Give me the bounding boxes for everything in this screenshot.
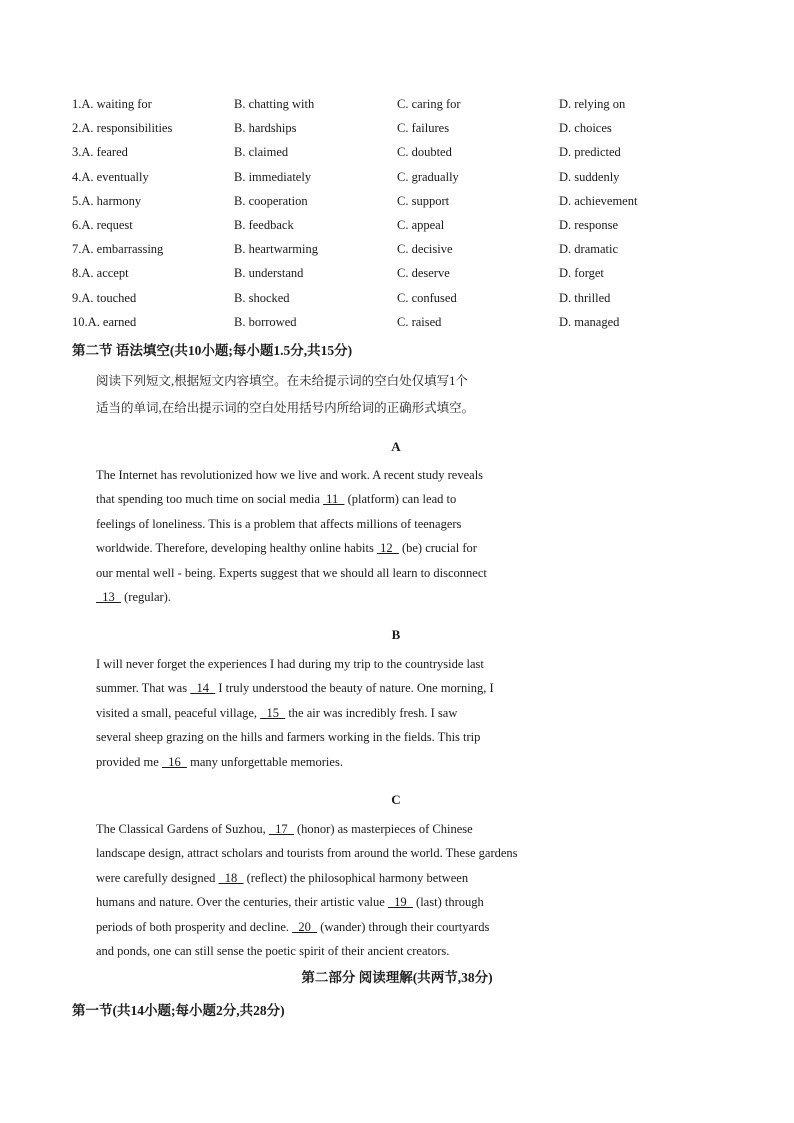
option-d: D. managed: [559, 314, 620, 329]
text-run: (regular).: [121, 590, 171, 605]
passage-line: [96, 536, 576, 560]
options-row: [72, 216, 732, 240]
text-run: (be) crucial for: [398, 541, 477, 556]
blank-14: 14: [190, 681, 216, 696]
text-run: I truly understood the beauty of nature. One morning, I: [215, 681, 494, 696]
passage-a-heading: A: [391, 439, 401, 454]
part-title: 第二部分 阅读理解(共两节,38分): [301, 970, 493, 985]
blank-19: 19: [387, 895, 413, 910]
passage-line: [96, 701, 576, 725]
text-run: summer. That was: [96, 681, 191, 696]
passage-b: [96, 652, 576, 774]
passage-b-heading: B: [391, 627, 401, 642]
option-b: B. understand: [234, 266, 304, 281]
option-a: 2.A. responsibilities: [72, 121, 173, 136]
text-run: (last) through: [412, 895, 484, 910]
text-run: worldwide. Therefore, developing healthy online habits: [96, 541, 377, 556]
passage-line: I will never forget the experiences I had during my trip to the countryside last: [96, 657, 484, 671]
options-table: [72, 95, 732, 337]
passage-line: [96, 817, 576, 841]
options-row: [72, 289, 732, 313]
option-b: B. hardships: [234, 121, 297, 136]
option-b: B. chatting with: [234, 97, 315, 111]
text-run: humans and nature. Over the centuries, their artistic value: [96, 895, 388, 910]
blank-17: 17: [268, 822, 294, 836]
passage-line: [96, 487, 576, 511]
option-b: B. immediately: [234, 169, 312, 184]
options-row: [72, 192, 732, 216]
text-run: the air was incredibly fresh. I saw: [285, 705, 458, 720]
passage-line: and ponds, one can still sense the poetic spirit of their ancient creators.: [96, 944, 450, 959]
blank-13: 13: [96, 590, 121, 605]
passage-line: [96, 750, 576, 774]
options-row: [72, 95, 732, 119]
text-run: many unforgettable memories.: [186, 754, 343, 769]
blank-18: 18: [218, 870, 244, 885]
option-b: B. heartwarming: [234, 242, 319, 257]
text-run: visited a small, peaceful village,: [96, 705, 261, 720]
option-b: B. borrowed: [234, 314, 297, 329]
option-c: C. caring for: [397, 97, 461, 111]
text-run: (reflect) the philosophical harmony between: [243, 870, 469, 885]
option-d: D. suddenly: [559, 169, 620, 184]
instructions-line: 适当的单词,在给出提示词的空白处用括号内所给词的正确形式填空。: [96, 401, 475, 415]
option-c: C. doubted: [397, 145, 452, 160]
passage-line: several sheep grazing on the hills and farmers working in the fields. This trip: [96, 730, 481, 745]
section-title: 第二节 语法填空(共10小题;每小题1.5分,共15分): [72, 343, 353, 358]
option-d: D. relying on: [559, 97, 626, 111]
text-run: periods of both prosperity and decline.: [96, 919, 293, 934]
option-d: D. forget: [559, 266, 604, 281]
option-a: 3.A. feared: [72, 145, 128, 160]
option-a: 9.A. touched: [72, 290, 137, 305]
passage-line: The Internet has revolutionized how we live and work. A recent study reveals: [96, 468, 484, 482]
option-d: D. predicted: [559, 145, 621, 160]
options-row: [72, 264, 732, 288]
option-c: C. decisive: [397, 242, 453, 257]
option-b: B. feedback: [234, 217, 294, 232]
option-d: D. achievement: [559, 193, 638, 208]
option-a: 4.A. eventually: [72, 169, 149, 184]
instructions: [96, 368, 556, 422]
option-d: D. thrilled: [559, 290, 611, 305]
options-row: [72, 168, 732, 192]
option-c: C. failures: [397, 121, 450, 136]
passage-line: landscape design, attract scholars and tourists from around the world. These gardens: [96, 846, 518, 861]
options-row: [72, 143, 732, 167]
option-a: 5.A. harmony: [72, 193, 142, 208]
option-b: B. shocked: [234, 290, 290, 305]
passage-line: [96, 915, 576, 939]
option-d: D. choices: [559, 121, 612, 136]
blank-20: 20: [292, 919, 318, 934]
option-a: 8.A. accept: [72, 266, 129, 281]
text-run: were carefully designed: [96, 870, 219, 885]
passage-c: [96, 817, 576, 963]
option-a: 10.A. earned: [72, 314, 137, 329]
option-b: B. cooperation: [234, 193, 308, 208]
options-row: [72, 119, 732, 143]
instructions-line: 阅读下列短文,根据短文内容填空。在未给提示词的空白处仅填写1个: [96, 374, 468, 388]
passage-a: [96, 463, 576, 609]
option-d: D. response: [559, 217, 619, 232]
options-row: [72, 240, 732, 264]
option-c: C. appeal: [397, 217, 445, 232]
option-a: 6.A. request: [72, 217, 133, 232]
text-run: (wander) through their courtyards: [317, 919, 490, 934]
passage-line: feelings of loneliness. This is a problem that affects millions of teenagers: [96, 516, 462, 531]
passage-line: [96, 866, 576, 890]
blank-15: 15: [260, 705, 286, 720]
passage-line: our mental well - being. Experts suggest that we should all learn to disconnect: [96, 565, 487, 580]
option-c: C. confused: [397, 290, 457, 305]
blank-11: 11: [323, 492, 345, 507]
text-run: that spending too much time on social media: [96, 492, 324, 507]
blank-16: 16: [161, 754, 187, 769]
option-b: B. claimed: [234, 145, 289, 160]
option-a: 1.A. waiting for: [72, 97, 152, 111]
text-run: The Classical Gardens of Suzhou,: [96, 822, 269, 836]
passage-line: [96, 890, 576, 914]
option-c: C. support: [397, 193, 450, 208]
option-d: D. dramatic: [559, 242, 619, 257]
options-row: [72, 313, 732, 337]
option-c: C. gradually: [397, 169, 459, 184]
text-run: (honor) as masterpieces of Chinese: [293, 822, 473, 836]
passage-line: [96, 585, 576, 609]
blank-12: 12: [376, 541, 399, 556]
passage-c-heading: C: [391, 792, 401, 807]
text-run: (platform) can lead to: [344, 492, 457, 507]
option-c: C. deserve: [397, 266, 450, 281]
option-c: C. raised: [397, 314, 442, 329]
text-run: provided me: [96, 754, 162, 769]
section-title: 第一节(共14小题;每小题2分,共28分): [72, 1003, 285, 1018]
option-a: 7.A. embarrassing: [72, 242, 164, 257]
passage-line: [96, 676, 576, 700]
